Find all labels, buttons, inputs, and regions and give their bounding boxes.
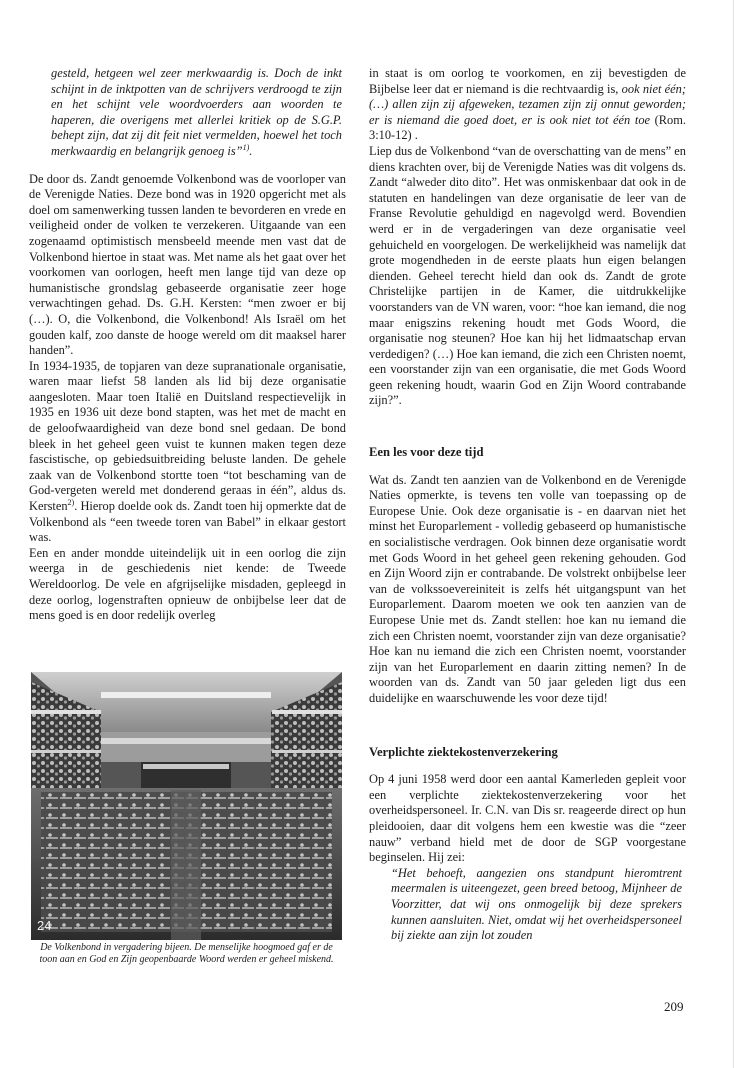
paragraph-topjaren [29, 359, 346, 546]
left-column [29, 66, 346, 624]
paragraph-ziektekosten: Op 4 juni 1958 werd door een aantal Kamerleden gepleit voor een verplichte ziektekostenverzekering voor het overheidspersoneel. Ir. C.N. van Dis sr. reageerde direct op hun pleidooien, daar dit volgens hem een kwestie was die “zeer nauw” verband hield met de door de SGP voorgestane beginselen. Hij zei: [369, 772, 686, 865]
right-column [369, 66, 686, 944]
paragraph-bijbelse-leer [369, 66, 686, 144]
page-number: 209 [664, 999, 684, 1014]
section-heading-les: Een les voor deze tijd [369, 445, 484, 460]
bible-reference: (Rom. 3:10-12) . [369, 112, 686, 143]
paragraph-volkenbond-intro: De door ds. Zandt genoemde Volkenbond was de voorloper van de Verenigde Naties. Deze bond was in 1920 opgericht met als doel om samenwerking tussen landen te bevorderen en vrede en veiligheid onder de volken te verzekeren. Uitgaande van een zogenaamd optimistisch mensbeeld meende men vast dat de Volkenbond hiertoe in staat was. Met name als het gaat over het voorkomen van oorlogen, heeft men lange tijd van deze op humanistische grondslag gebaseerde organisatie zeer hoge verwachtingen gehad. Ds. G.H. Kersten: “men zwoer er bij (…). O, die Volkenbond, die Volkenbond! Als Israël om het gouden kalf, zoo danste de hooge wereld om dit maaksel harer handen”. [29, 171, 346, 358]
section-heading-ziektekosten: Verplichte ziektekostenverzekering [369, 744, 558, 759]
footnote-ref-2: 2) [67, 497, 75, 507]
paragraph-verenigde-naties: Liep dus de Volkenbond “van de overschatting van de mens” en diens krachten over, bij de Verenigde Naties was dit volgens ds. Zandt “alweder dito dito”. Het was onmiskenbaar dat ook in de statuten en handelingen van deze organisatie de leer van de Franse Revolutie gehuldigd en nagevolgd werd. Bovendien werd er in de vergaderingen van deze organisatie veel gehuicheld en voorgelogen. De werkelijkheid was namelijk dat grote mogendheden in de eerste plaats hun eigen belangen dienden. Geheel terecht hield dan ook ds. Zandt de grote Christelijke partijen in de Kamer, die uitdrukkelijke voorstanders van de VN waren, voor: “hoe kan iemand, die nog maar enigszins rekening houdt met Gods Woord, die organisatie nog steunen? Hoe kan hij het lidmaatschap ervan verdedigen? (…) Hoe kan iemand, die zich een Christen noemt, een voorstander zijn van een organisatie, die met Gods Woord geen rekening houdt, waarin God en Zijn Woord contrabande zijn?”. [369, 143, 686, 408]
photo-number: 24 [37, 918, 52, 933]
photo-caption: De Volkenbond in vergadering bijeen. De menselijke hoogmoed gaf er de toon aan en God en Zijn geopenbaarde Woord werden er geheel miskend. [39, 942, 334, 966]
paragraph-topjaren-end: . Hierop doelde ook ds. Zandt toen hij opmerkte dat de Volkenbond als “een tweede toren van Babel” in elkaar gestort was. [29, 499, 346, 545]
van-dis-quote: “Het behoeft, aangezien ons standpunt hieromtrent meermalen is uiteengezet, geen breed betoog, Mijnheer de Voorzitter, dat wij ons onmogelijk bij deze sprekers kunnen aansluiten. Niet, omdat wij het overheidspersoneel bij ziekte aan zijn lot zouden [391, 865, 682, 943]
assembly-hall-image [31, 672, 342, 940]
footnote-ref-1: 1) [242, 142, 250, 152]
paragraph-wereldoorlog: Een en ander mondde uiteindelijk uit in een oorlog die zijn weerga in de geschiedenis niet kende: de Tweede Wereldoorlog. De vele en afgrijselijke misdaden, gepleegd in deze oorlog, logenstraften opnieuw de onbijbelse leer dat de mens goed is en door redelijk overleg [29, 545, 346, 623]
opening-quote-text: gesteld, hetgeen wel zeer merkwaardig is. Doch de inkt schijnt in de inktpotten van de schrijvers verdroogd te zijn en het schijnt vele woordvoerders aan woorden te haperen, die overigens met allerlei kritiek op de S.G.P. behept zijn, dat zij dit feit niet vermelden, hoewel het toch merkwaardig en belangrijk genoeg is” [51, 66, 342, 158]
bible-quote: ook niet één; (…) allen zijn zij afgeweken, tezamen zijn zij onnut geworden; er is niemand die goed doet, er is ook niet tot één toe [369, 81, 686, 127]
page-edge [733, 0, 734, 1068]
opening-quote: gesteld, hetgeen wel zeer merkwaardig is. Doch de inkt schijnt in de inktpotten van de schrijvers verdroogd te zijn en het schijnt vele woordvoerders aan woorden te haperen, die overigens met allerlei kritiek op de S.G.P. behept zijn, dat zij dit feit niet vermelden, hoewel het toch merkwaardig en belangrijk genoeg is”$^{1)}$. [51, 66, 342, 158]
paragraph-bijbelse-leer-text: in staat is om oorlog te voorkomen, en zij bevestigden de Bijbelse leer dat er niemand is die rechtvaardig is, [369, 66, 686, 96]
assembly-photo [31, 672, 342, 940]
paragraph-europese-unie: Wat ds. Zandt ten aanzien van de Volkenbond en de Verenigde Naties opmerkte, is tevens ten volle van toepassing op de Europese Unie. Ook deze organisatie is - en daarvan niet het minst het Europarlement - volledig gebaseerd op humanistische en socialistische verdragen. Ook binnen deze organisatie wordt met Gods Woord in het geheel geen rekening gehouden. God en Zijn Woord zijn er contrabande. De volstrekt onbijbelse leer van de volkssoevereiniteit is zelfs hét uitgangspunt van het Europarlement. Daarom moeten we ook ten aanzien van de Europese Unie met ds. Zandt stellen: hoe kan nu iemand die zich een Christen noemt, voorstander zijn van deze organisatie? Hoe kan nu iemand die zich een Christen noemt, voorstander zijn van het Europarlement en daarin zitting nemen? In de woorden van ds. Zandt van 50 jaar geleden ligt dus een duidelijke en waarschuwende les voor deze tijd! [369, 472, 686, 705]
paragraph-topjaren-text: In 1934-1935, de topjaren van deze supranationale organisatie, waren maar liefst 58 landen als lid bij deze organisatie aangesloten. Maar toen Italië en Duitsland respectievelijk in 1935 en 1936 uit deze bond stapten, was het met de macht en de geloofwaardigheid van deze bond snel gedaan. De bond bleek in het geheel geen vuist te kunnen maken tegen deze fascistische, op gebiedsuitbreiding beluste landen. De gehele zaak van de Volkenbond stortte toen “tot beschaming van de God-vergeten wereld met donderend geraas in één”, aldus ds. Kersten [29, 358, 346, 514]
